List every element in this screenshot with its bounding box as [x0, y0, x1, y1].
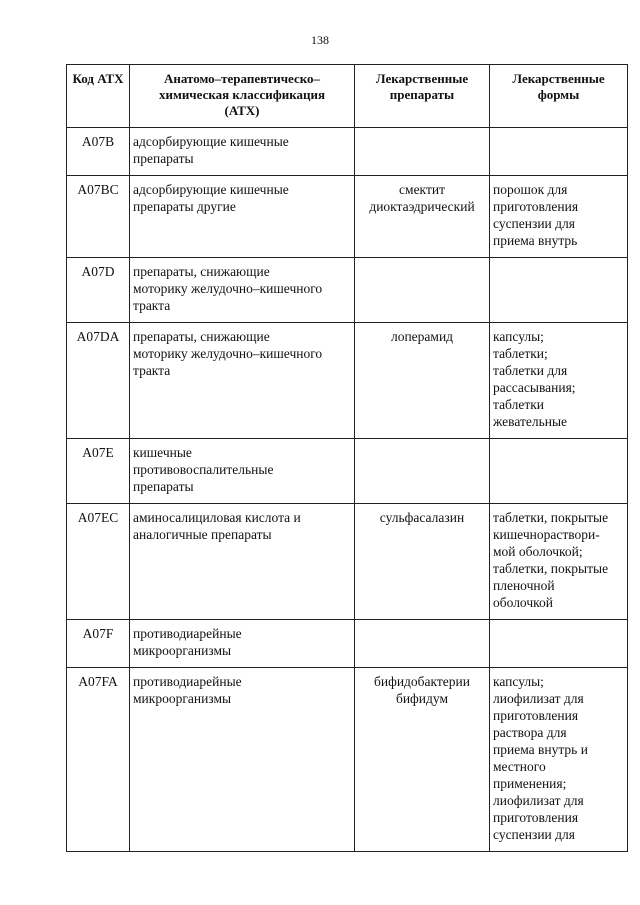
table-body: [67, 128, 628, 852]
cell-drug: [355, 439, 490, 504]
cell-classification: аминосалициловая кислота и аналогичные препараты: [130, 504, 355, 620]
cell-drug: смектит диоктаэдрический: [355, 176, 490, 258]
cell-form: [490, 439, 628, 504]
cell-code: A07E: [67, 439, 130, 504]
header-classification: Анатомо–терапевтическо– химическая классификация (АТХ): [130, 65, 355, 128]
atc-table: [66, 64, 628, 852]
header-forms: Лекарственные формы: [490, 65, 628, 128]
cell-drug: лоперамид: [355, 323, 490, 439]
cell-form: [490, 620, 628, 668]
table-row: [67, 439, 628, 504]
cell-classification: кишечные противовоспалительные препараты: [130, 439, 355, 504]
cell-code: A07FA: [67, 668, 130, 852]
cell-classification: препараты, снижающие моторику желудочно–кишечного тракта: [130, 323, 355, 439]
table-row: [67, 620, 628, 668]
cell-classification: препараты, снижающие моторику желудочно–кишечного тракта: [130, 258, 355, 323]
table-row: [67, 504, 628, 620]
cell-drug: [355, 258, 490, 323]
cell-form: порошок для приготовления суспензии для приема внутрь: [490, 176, 628, 258]
cell-form: таблетки, покрытые кишечнораствори- мой оболочкой; таблетки, покрытые пленочной оболочкой: [490, 504, 628, 620]
cell-drug: сульфасалазин: [355, 504, 490, 620]
table-row: [67, 323, 628, 439]
cell-drug: [355, 620, 490, 668]
table-row: [67, 258, 628, 323]
table-row: [67, 128, 628, 176]
cell-code: A07EC: [67, 504, 130, 620]
cell-code: A07BC: [67, 176, 130, 258]
cell-code: A07D: [67, 258, 130, 323]
page-number: 138: [311, 33, 329, 47]
cell-code: A07DA: [67, 323, 130, 439]
cell-code: A07B: [67, 128, 130, 176]
cell-form: капсулы; лиофилизат для приготовления раствора для приема внутрь и местного применения; лиофилизат для приготовления суспензии для: [490, 668, 628, 852]
cell-form: [490, 258, 628, 323]
cell-drug: бифидобактерии бифидум: [355, 668, 490, 852]
cell-form: капсулы; таблетки; таблетки для рассасывания; таблетки жевательные: [490, 323, 628, 439]
table-header-row: [67, 65, 628, 128]
table-row: [67, 668, 628, 852]
cell-form: [490, 128, 628, 176]
cell-classification: противодиарейные микроорганизмы: [130, 668, 355, 852]
header-drugs: Лекарственные препараты: [355, 65, 490, 128]
header-code: Код АТХ: [67, 65, 130, 128]
cell-classification: адсорбирующие кишечные препараты: [130, 128, 355, 176]
cell-classification: противодиарейные микроорганизмы: [130, 620, 355, 668]
cell-drug: [355, 128, 490, 176]
table-row: [67, 176, 628, 258]
cell-code: A07F: [67, 620, 130, 668]
cell-classification: адсорбирующие кишечные препараты другие: [130, 176, 355, 258]
